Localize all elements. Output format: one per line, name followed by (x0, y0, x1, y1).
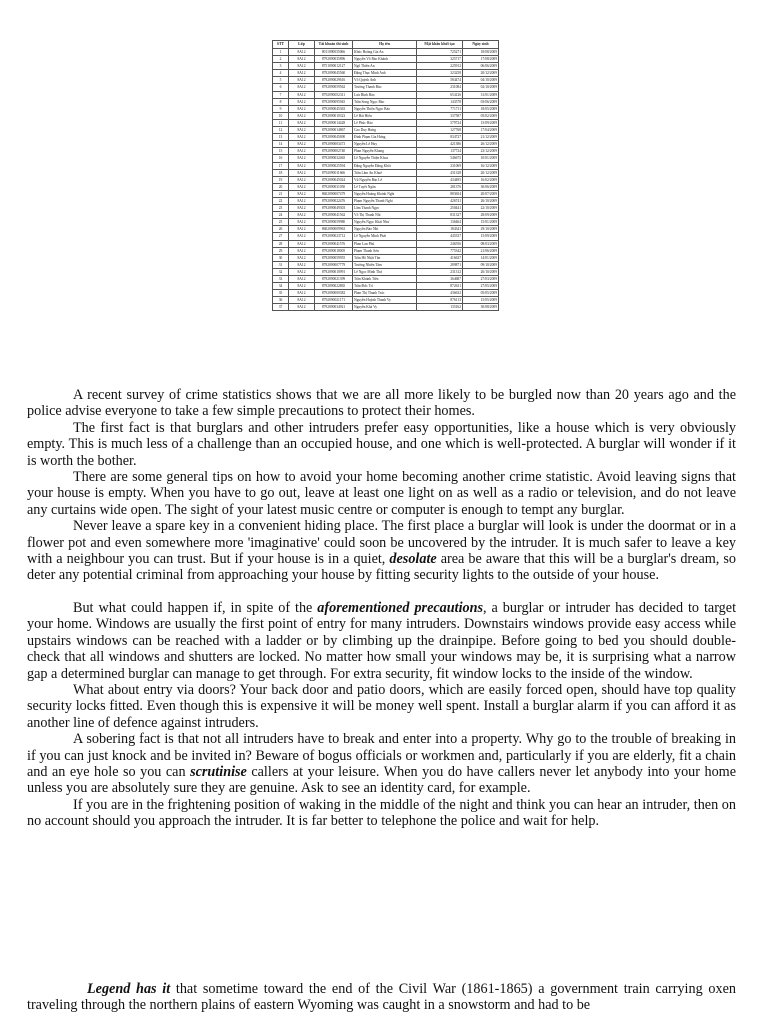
table-row (273, 112, 499, 119)
table-cell: 127768 (417, 127, 463, 134)
table-cell: 2 (273, 56, 289, 63)
table-row (273, 226, 499, 233)
table-cell: 8792090049303 (315, 205, 353, 212)
table-row (273, 141, 499, 148)
table-cell: 8792090025594 (315, 162, 353, 169)
table-cell: Võ Thị Thanh Nhi (353, 212, 417, 219)
table-cell: Trần Song Ngọc Bảo (353, 98, 417, 105)
table-cell: Đặng Thục Minh Anh (353, 70, 417, 77)
table-cell: 137724 (417, 148, 463, 155)
table-cell: 13 (273, 134, 289, 141)
table-cell: 15/01/2009 (463, 219, 499, 226)
table-row (273, 49, 499, 56)
table-cell: 8A12 (289, 49, 315, 56)
table-cell: 546675 (417, 155, 463, 162)
table-cell: 27 (273, 233, 289, 240)
table-row (273, 63, 499, 70)
table-cell: Lê Phúc Hào (353, 119, 417, 126)
table-row (273, 190, 499, 197)
table-cell: 8792090023712 (315, 233, 353, 240)
table-cell: 8A12 (289, 233, 315, 240)
table-cell: 10/01/2009 (463, 155, 499, 162)
table-cell: 8602090009963 (315, 226, 353, 233)
table-cell: 8011090035066 (315, 49, 353, 56)
table-row (273, 134, 499, 141)
table-cell: Nguyễn Bảo Nhi (353, 226, 417, 233)
table-cell: Lưu Bình Bảo (353, 91, 417, 98)
table-cell: 416637 (417, 254, 463, 261)
table-row (273, 304, 499, 311)
table-cell: 8792090041562 (315, 212, 353, 219)
table-cell: 8A12 (289, 219, 315, 226)
table-cell: 8792090095945 (315, 98, 353, 105)
table-cell: 21/12/2009 (463, 134, 499, 141)
table-cell: Khúc Hoàng Gia An (353, 49, 417, 56)
table-cell: 8A12 (289, 268, 315, 275)
table-cell: 29/10/2009 (463, 226, 499, 233)
table-cell: Đặng Nguyễn Đăng Khôi (353, 162, 417, 169)
table-cell: Nguyễn Huỳnh Thanh Vy (353, 297, 417, 304)
paragraph: What about entry via doors? Your back door and patio doors, which are easily forced open, should have top quality security locks fitted. Even though this is expensive it will be money well spent. Install a burglar alarm if you can afford it as another line of defence against intruders. (27, 681, 736, 731)
table-cell: 8792090045363 (315, 105, 353, 112)
table-cell: 775342 (417, 247, 463, 254)
table-cell: 20 (273, 183, 289, 190)
table-cell: 654126 (417, 91, 463, 98)
table-row (273, 276, 499, 283)
table-cell: 8A12 (289, 226, 315, 233)
table-cell: Lê Nguyễn Thiện Khoa (353, 155, 417, 162)
table-cell: Trần Đức Trí (353, 283, 417, 290)
table-row (273, 197, 499, 204)
table-cell: 8A12 (289, 56, 315, 63)
table-cell: 8792090059980 (315, 219, 353, 226)
text-run: callers at your leisure. When you do have callers never let anybody into your home unless you are absolutely sure they are genuine. Ask to see an identity card, for example. (27, 763, 736, 797)
table-cell: 8A12 (289, 127, 315, 134)
table-cell: Nguyễn Khả Vy (353, 304, 417, 311)
table-cell: 8A12 (289, 141, 315, 148)
table-cell: Lê Nguyễn Minh Phát (353, 233, 417, 240)
table-cell: 8A12 (289, 162, 315, 169)
table-cell: 21/06/2009 (463, 247, 499, 254)
table-cell: 436632 (417, 290, 463, 297)
table-cell: 27/05/2009 (463, 283, 499, 290)
table-cell: 23 (273, 205, 289, 212)
table-row (273, 183, 499, 190)
column-header: STT (273, 41, 289, 49)
paragraph (27, 518, 736, 584)
paragraph: There are some general tips on how to avoid your home becoming another crime statistic. Avoid leaving signs that your house is empty. When you have to go out, leave at least one light on as well as a radio or television, and do not leave any curtains wide open. The sight of your latest music centre or computer is enough to tempt any burglar. (27, 469, 736, 518)
table-cell: 8602090007479 (315, 190, 353, 197)
table-cell: 8A12 (289, 297, 315, 304)
paragraph: The first fact is that burglars and other intruders prefer easy opportunities, like a house which is very obviously empty. This is much less of a challenge than an occupied house, and one which is well-protected. A burglar will wonder if it is worth the bother. (27, 419, 736, 469)
table-cell: 8792090031050 (315, 183, 353, 190)
table-cell: 20/07/2009 (463, 190, 499, 197)
table-cell: 8792090059562 (315, 84, 353, 91)
table-cell: Đinh Phạm Gia Hưng (353, 134, 417, 141)
table-cell: Phan Nguyễn Khang (353, 148, 417, 155)
paragraph (27, 731, 736, 797)
table-cell: 31/01/2009 (463, 91, 499, 98)
table-cell: 725271 (417, 49, 463, 56)
table-cell: 28 (273, 240, 289, 247)
table-cell: 7 (273, 91, 289, 98)
table-cell: 8A12 (289, 155, 315, 162)
table-cell: 17/08/2009 (463, 56, 499, 63)
table-row (273, 127, 499, 134)
table-cell: 8A12 (289, 247, 315, 254)
table-cell: 8A12 (289, 91, 315, 98)
table-cell: Nguyễn Hoàng Khánh Nghi (353, 190, 417, 197)
table-cell: 03/06/2009 (463, 98, 499, 105)
table-cell: 872631 (417, 283, 463, 290)
table-cell: 27/03/2009 (463, 276, 499, 283)
table-cell: 08/03/2009 (463, 240, 499, 247)
table-cell: 445337 (417, 233, 463, 240)
article-body (27, 387, 736, 830)
table-row (273, 98, 499, 105)
table-cell: 8A12 (289, 148, 315, 155)
table-cell: 35 (273, 290, 289, 297)
table-cell: Trần Hồ Nhật Tân (353, 254, 417, 261)
table-row (273, 212, 499, 219)
table-cell: 21 (273, 190, 289, 197)
table-cell: 143578 (417, 98, 463, 105)
table-cell: 8A12 (289, 254, 315, 261)
table-row (273, 77, 499, 84)
table-cell: 8A12 (289, 190, 315, 197)
text-run: , a burglar or intruder has decided to target your home. Windows are usually the first point of entry for many intruders. Downstairs windows provide easy access while upstairs windows can be reached with a ladder or by climbing up the drainpipe. Before going to bed you should double-check that all windows and shutters are locked. No matter how small your windows may be, it is surprising what a narrow gap a determined burglar can manage to get through. For extra security, fit window locks to the inside of the window. (27, 599, 737, 682)
table-row (273, 70, 499, 77)
table-cell: 8792090034921 (315, 304, 353, 311)
table-cell: 8792090052311 (315, 91, 353, 98)
table-cell: 8792090029616 (315, 77, 353, 84)
table-cell: 579724 (417, 119, 463, 126)
table-cell: 8A12 (289, 119, 315, 126)
table-cell: 17 (273, 162, 289, 169)
table-cell: 6 (273, 84, 289, 91)
text-run: A sobering fact is that not all intruders have to break and enter into a property. Why go to the trouble of breaking in if you can just knock and be invited in? Beware of bogus officials or workmen and, particularly if you are elderly, fit a chain and an eye hole so you can (27, 731, 736, 780)
table-cell: 18/08/2009 (463, 49, 499, 56)
table-cell: 8792090003473 (315, 141, 353, 148)
table-cell: 02/10/2009 (463, 84, 499, 91)
table-cell: 225912 (417, 63, 463, 70)
table-cell: 17/04/2009 (463, 127, 499, 134)
table-cell: 8792090007779 (315, 261, 353, 268)
table-cell: 584474 (417, 77, 463, 84)
table-cell: 09/10/2009 (463, 261, 499, 268)
table-cell: 8A12 (289, 70, 315, 77)
table-cell: Phan Lan Phú (353, 240, 417, 247)
table-cell: 15 (273, 148, 289, 155)
table-cell: Nguyễn Võ Bảo Khánh (353, 56, 417, 63)
table-cell: 16/12/2009 (463, 162, 499, 169)
table-cell: 15/05/2009 (463, 297, 499, 304)
table-cell: 06/06/2009 (463, 63, 499, 70)
table-cell: 18 (273, 169, 289, 176)
table-cell: 281376 (417, 183, 463, 190)
table-cell: Lê Hải Hiển (353, 112, 417, 119)
table-cell: 23/12/2009 (463, 148, 499, 155)
emphasis-word: Legend has it (87, 981, 171, 997)
table-cell: 421386 (417, 141, 463, 148)
table-cell: 15/09/2009 (463, 119, 499, 126)
student-table-image (272, 40, 498, 310)
table-cell: 246556 (417, 240, 463, 247)
emphasis-word: aforementioned precautions (317, 599, 484, 616)
table-row (273, 84, 499, 91)
table-row (273, 176, 499, 183)
table-row (273, 119, 499, 126)
table-cell: 364687 (417, 276, 463, 283)
table-cell: 8A12 (289, 84, 315, 91)
table-cell: 30/06/2009 (463, 183, 499, 190)
table-cell: 8792090021399 (315, 276, 353, 283)
column-header: Họ tên (353, 41, 417, 49)
table-cell: 8A12 (289, 112, 315, 119)
text-run: area be aware that this will be a burglar's dream, so deter any potential criminal from approaching your house by fitting security lights to the outside of your house. (27, 551, 736, 584)
table-cell: 8A12 (289, 169, 315, 176)
text-run: But what could happen if, in spite of the (73, 599, 318, 616)
table-cell: 4 (273, 70, 289, 77)
table-cell: 135162 (417, 304, 463, 311)
table-cell: 22/10/2009 (463, 205, 499, 212)
table-cell: Vũ Nguyễn Bảo Lê (353, 176, 417, 183)
table-cell: 12 (273, 127, 289, 134)
table-cell: 8A12 (289, 105, 315, 112)
table-cell: 20/12/2009 (463, 70, 499, 77)
text-run: that sometime toward the end of the Civil War (1861-1865) a government train carrying oxen traveling through the northern plains of eastern Wyoming was caught in a snowstorm and had to be (27, 981, 736, 1014)
table-cell: Nguyễn Lê Huy (353, 141, 417, 148)
table-cell: 04/10/2009 (463, 77, 499, 84)
table-cell: 831327 (417, 212, 463, 219)
paragraph (27, 981, 736, 1014)
table-cell: 26/10/2009 (463, 197, 499, 204)
table-cell: 289871 (417, 261, 463, 268)
table-cell: 05/02/2009 (463, 112, 499, 119)
column-header: Mật khẩu khởi tạo (417, 41, 463, 49)
table-row (273, 297, 499, 304)
table-row (273, 148, 499, 155)
table-cell: 8A12 (289, 304, 315, 311)
table-cell: Ngô Thiên An (353, 63, 417, 70)
legend-passage (27, 981, 736, 1014)
table-cell: Trương Nhiên Tâm (353, 261, 417, 268)
table-header-row (273, 41, 499, 49)
table-cell: 05/05/2009 (463, 290, 499, 297)
table-row (273, 205, 499, 212)
table-row (273, 268, 499, 275)
table-cell: Trương Thanh Bảo (353, 84, 417, 91)
table-cell: 10 (273, 112, 289, 119)
student-table (272, 40, 499, 311)
table-cell: 337587 (417, 112, 463, 119)
table-cell: 3 (273, 63, 289, 70)
table-cell: 136464 (417, 219, 463, 226)
table-cell: 8792090011666 (315, 169, 353, 176)
column-header: Ngày sinh (463, 41, 499, 49)
table-cell: 8792090010991 (315, 268, 353, 275)
table-row (273, 91, 499, 98)
table-cell: 8792090022476 (315, 197, 353, 204)
table-row (273, 261, 499, 268)
table-cell: 8751090012127 (315, 63, 353, 70)
table-cell: 8 (273, 98, 289, 105)
table-cell: 8792090059955 (315, 254, 353, 261)
table-cell: 8A12 (289, 197, 315, 204)
table-cell: 8A12 (289, 176, 315, 183)
table-cell: 8A12 (289, 276, 315, 283)
table-cell: 31 (273, 261, 289, 268)
table-cell: 231069 (417, 162, 463, 169)
table-cell: 16/02/2009 (463, 176, 499, 183)
table-row (273, 290, 499, 297)
table-cell: 30 (273, 254, 289, 261)
table-cell: 231312 (417, 268, 463, 275)
table-row (273, 219, 499, 226)
table-cell: 20/12/2009 (463, 169, 499, 176)
table-cell: 8792090045560 (315, 70, 353, 77)
table-cell: Nguyễn Thiện Ngọc Bảo (353, 105, 417, 112)
table-cell: 25 (273, 219, 289, 226)
table-cell: 8792090018005 (315, 247, 353, 254)
table-cell: 231084 (417, 84, 463, 91)
table-body (273, 49, 499, 311)
table-cell: 18/05/2009 (463, 105, 499, 112)
table-cell: 32 (273, 268, 289, 275)
table-cell: Phạm Nguyễn Thanh Nghi (353, 197, 417, 204)
table-cell: 8792090045690 (315, 134, 353, 141)
table-cell: 8A12 (289, 261, 315, 268)
column-header: Lớp (289, 41, 315, 49)
table-cell: 8A12 (289, 240, 315, 247)
table-cell: 431328 (417, 169, 463, 176)
table-cell: 8A12 (289, 183, 315, 190)
table-cell: 8792090045024 (315, 176, 353, 183)
table-row (273, 169, 499, 176)
table-row (273, 254, 499, 261)
table-cell: 8792090041576 (315, 240, 353, 247)
table-cell: 8A12 (289, 205, 315, 212)
table-cell: 434495 (417, 176, 463, 183)
paragraph: A recent survey of crime statistics shows that we are all more likely to be burgled now than 20 years ago and the police advise everyone to take a few simple precautions to protect their homes. (27, 387, 736, 420)
table-cell: 14/01/2009 (463, 254, 499, 261)
table-cell: Võ Quỳnh Anh (353, 77, 417, 84)
table-cell: 8A12 (289, 212, 315, 219)
table-cell: 8A12 (289, 283, 315, 290)
table-cell: Cao Duy Hưng (353, 127, 417, 134)
table-cell: Phạm Thanh Sơn (353, 247, 417, 254)
table-cell: 8A12 (289, 134, 315, 141)
table-cell: 26/10/2009 (463, 268, 499, 275)
table-cell: Lê Tuyết Ngân (353, 183, 417, 190)
table-cell: 426741 (417, 197, 463, 204)
table-cell: 771711 (417, 105, 463, 112)
table-cell: 8A12 (289, 77, 315, 84)
table-row (273, 233, 499, 240)
table-cell: 250441 (417, 205, 463, 212)
table-cell: 876113 (417, 297, 463, 304)
table-row (273, 155, 499, 162)
table-cell: 8792090035896 (315, 56, 353, 63)
table-row (273, 240, 499, 247)
table-cell: 22 (273, 197, 289, 204)
table-cell: 14 (273, 141, 289, 148)
table-cell: Phan Thị Thanh Trúc (353, 290, 417, 297)
table-cell: 834727 (417, 134, 463, 141)
paragraph: If you are in the frightening position of waking in the middle of the night and think you can hear an intruder, then on no account should you approach the intruder. It is far better to telephone the police and wait for help. (27, 796, 736, 830)
table-cell: 325717 (417, 56, 463, 63)
emphasis-word: desolate (389, 551, 437, 568)
table-cell: Lâm Thanh Ngọc (353, 205, 417, 212)
table-cell: 8792090010323 (315, 112, 353, 119)
table-cell: 34 (273, 283, 289, 290)
table-cell: 8792090014428 (315, 119, 353, 126)
table-cell: 8A12 (289, 98, 315, 105)
table-cell: 24 (273, 212, 289, 219)
table-cell: 323258 (417, 70, 463, 77)
table-cell: 28/09/2009 (463, 212, 499, 219)
table-cell: 8A12 (289, 63, 315, 70)
table-cell: Trần Lâm An Khuê (353, 169, 417, 176)
table-cell: Nguyễn Ngọc Khải Như (353, 219, 417, 226)
table-row (273, 283, 499, 290)
table-cell: 36 (273, 297, 289, 304)
table-cell: 30/08/2009 (463, 304, 499, 311)
table-cell: 8792090022865 (315, 283, 353, 290)
table-cell: 184341 (417, 226, 463, 233)
table-cell: 8792090000382 (315, 290, 353, 297)
table-cell: 26 (273, 226, 289, 233)
table-row (273, 105, 499, 112)
paragraph (27, 600, 736, 682)
table-cell: 5 (273, 77, 289, 84)
table-cell: 26/12/2009 (463, 141, 499, 148)
table-cell: 883654 (417, 190, 463, 197)
table-row (273, 56, 499, 63)
column-header: Tài khoản thi sinh (315, 41, 353, 49)
table-cell: 8792090014867 (315, 127, 353, 134)
table-cell: 16 (273, 155, 289, 162)
table-cell: 8792090002740 (315, 148, 353, 155)
table-row (273, 247, 499, 254)
table-cell: 8A12 (289, 290, 315, 297)
table-cell: 33 (273, 276, 289, 283)
table-cell: 37 (273, 304, 289, 311)
table-cell: 29 (273, 247, 289, 254)
emphasis-word: scrutinise (190, 763, 247, 780)
text-run: Never leave a spare key in a convenient hiding place. The first place a burglar will look is under the doormat or in a flower pot and even somewhere more 'imaginative' could soon be uncovered by the intruder. It is much safer to leave a key with a neighbour you can trust. But if your house is in a quiet, (27, 518, 736, 568)
table-cell: 11 (273, 119, 289, 126)
table-row (273, 162, 499, 169)
table-cell: Trần Khánh Tiến (353, 276, 417, 283)
table-cell: 19 (273, 176, 289, 183)
table-cell: 1 (273, 49, 289, 56)
table-cell: 9 (273, 105, 289, 112)
table-cell: 15/09/2009 (463, 233, 499, 240)
table-cell: Lê Ngọc Minh Thư (353, 268, 417, 275)
table-cell: 8792090032465 (315, 155, 353, 162)
table-cell: 8792090021171 (315, 297, 353, 304)
